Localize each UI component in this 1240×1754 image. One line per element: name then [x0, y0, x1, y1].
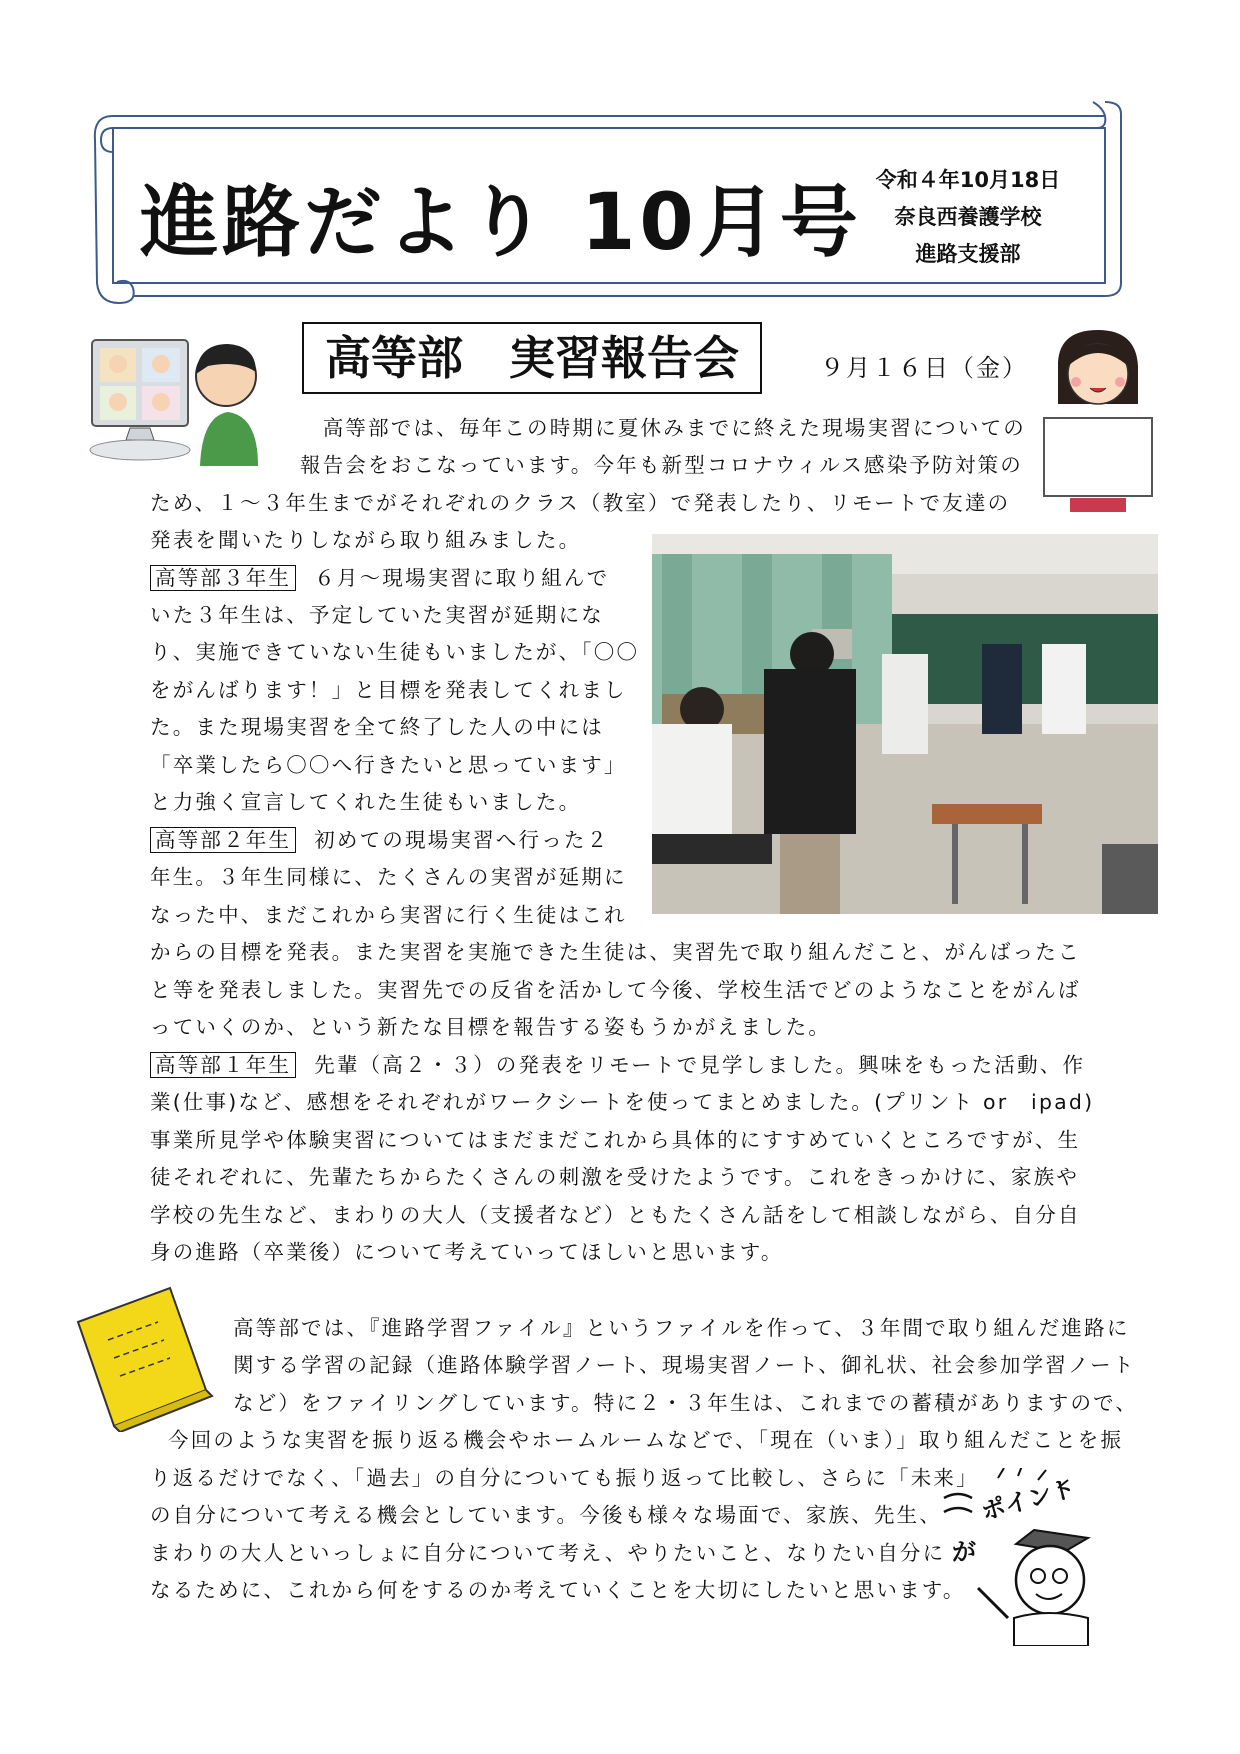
yellow-file-illustration [74, 1282, 214, 1432]
grade1-line-1: 業(仕事)など、感想をそれぞれがワークシートを使ってまとめました。(プリント or ipad) [150, 1090, 1095, 1114]
file-line-5: り返るだけでなく、「過去」の自分についても振り返って比較し、さらに「未来」 [150, 1466, 979, 1490]
file-line-3: など）をファイリングしています。特に２・３年生は、これまでの蓄積がありますので、 [233, 1391, 1139, 1415]
intro-line-1: 高等部では、毎年この時期に夏休みまでに終えた現場実習についての [300, 416, 1026, 440]
grade1-first-line: 先輩（高２・３）の発表をリモートで見学しました。興味をもった活動、作 [314, 1053, 1086, 1077]
grade1-line-2: 事業所見学や体験実習についてはまだまだこれから具体的にすすめていくところですが、生 [150, 1128, 1081, 1152]
grade3-line-2: り、実施できていない生徒もいましたが、「〇〇 [150, 640, 640, 664]
grade2-tag: 高等部２年生 [150, 827, 296, 853]
point-badge-text: ポイント [978, 1473, 1079, 1526]
grade3-tag: 高等部３年生 [150, 565, 296, 591]
grade2-first-line: 初めての現場実習へ行った２ [314, 828, 610, 852]
grade3-line-3: をがんばります！」と目標を発表してくれまし [150, 678, 627, 702]
file-line-8: なるために、これから何をするのか考えていくことを大切にしたいと思います。 [150, 1578, 966, 1602]
grade3-line-1: いた３年生は、予定していた実習が延期にな [150, 603, 604, 627]
classroom-photo [652, 534, 1158, 914]
grade3-line-5: 「卒業したら〇〇へ行きたいと思っています」 [150, 753, 627, 777]
grade1-tag: 高等部１年生 [150, 1052, 296, 1078]
file-line-7: まわりの大人といっしょに自分について考え、やりたいこと、なりたい自分に [150, 1541, 946, 1565]
point-badge-ga: が [952, 1538, 976, 1566]
grade3-first-line: ６月～現場実習に取り組んで [314, 566, 610, 590]
grade1-line-4: 学校の先生など、まわりの大人（支援者など）ともたくさん話をして相談しながら、自分自 [150, 1203, 1081, 1227]
school-name: 奈良西養護学校 [894, 205, 1042, 229]
newsletter-title: 進路だより 10月号 [140, 178, 862, 268]
remote-meeting-illustration [88, 336, 266, 468]
file-line-1: 高等部では、『進路学習ファイル』というファイルを作って、３年間で取り組んだ進路に [233, 1316, 1130, 1340]
grade2-line-2: なった中、まだこれから実習に行く生徒はこれ [150, 903, 627, 927]
intro-line-4: 発表を聞いたりしながら取り組みました。 [150, 528, 582, 552]
file-line-6: の自分について考える機会としています。今後も様々な場面で、家族、先生、 [150, 1503, 943, 1527]
issue-info [868, 162, 1068, 273]
grade1-paragraph-first [150, 1047, 1085, 1085]
grade3-line-6: と力強く宣言してくれた生徒もいました。 [150, 790, 582, 814]
file-line-4: 今回のような実習を振り返る機会やホームルームなどで、「現在（いま）」取り組んだことを振 [168, 1428, 1124, 1452]
professor-point-illustration [938, 1468, 1102, 1646]
grade2-line-1: 年生。３年生同様に、たくさんの実習が延期に [150, 865, 627, 889]
department-name: 進路支援部 [915, 242, 1021, 266]
grade2-line-5: っていくのか、という新たな目標を報告する姿もうかがえました。 [150, 1015, 831, 1039]
intro-line-3: ため、１～３年生までがそれぞれのクラス（教室）で発表したり、リモートで友達の [150, 491, 1011, 515]
grade3-line-4: た。また現場実習を全て終了した人の中には [150, 715, 604, 739]
grade2-line-4: と等を発表しました。実習先での反省を活かして今後、学校生活でどのようなことをがんば [150, 978, 1081, 1002]
section-title: 高等部 実習報告会 [302, 322, 762, 394]
file-line-2: 関する学習の記録（進路体験学習ノート、現場実習ノート、御礼状、社会参加学習ノート [233, 1353, 1136, 1377]
grade2-line-3: からの目標を発表。また実習を実施できた生徒は、実習先で取り組んだこと、がんばったこ [150, 940, 1081, 964]
issue-date: 令和４年10月18日 [875, 168, 1061, 192]
girl-holding-sign-illustration [1036, 326, 1160, 514]
intro-line-2: 報告会をおこなっています。今年も新型コロナウィルス感染予防対策の [300, 453, 1023, 477]
grade3-paragraph-first [150, 560, 609, 598]
event-date: ９月１６日（金） [820, 354, 1028, 382]
grade2-paragraph-first [150, 822, 609, 860]
grade1-line-5: 身の進路（卒業後）について考えていってほしいと思います。 [150, 1240, 784, 1264]
grade1-line-3: 徒それぞれに、先輩たちからたくさんの刺激を受けたようです。これをきっかけに、家族や [150, 1165, 1080, 1189]
